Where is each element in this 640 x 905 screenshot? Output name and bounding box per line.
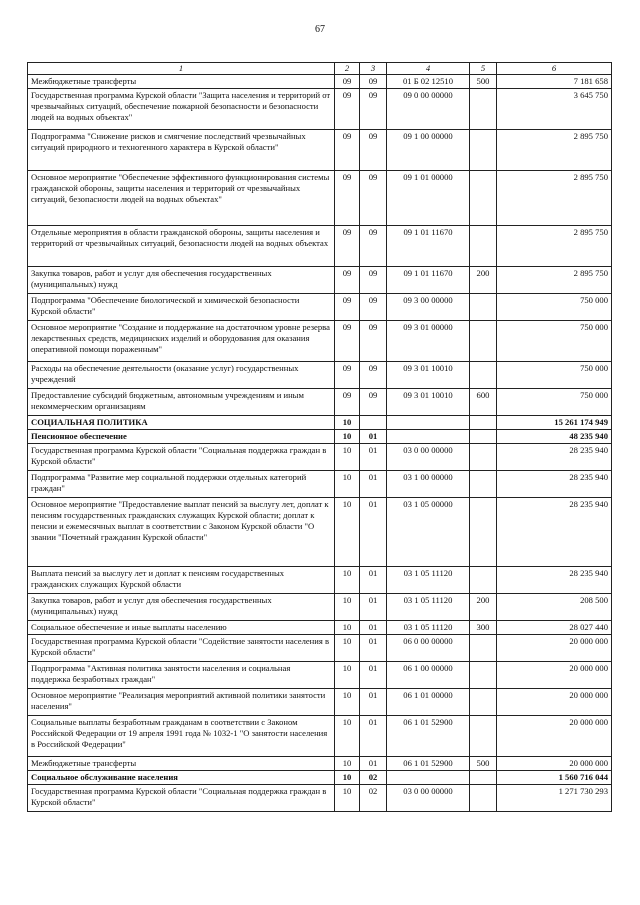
row-subsection-code: 01 — [360, 621, 387, 635]
row-amount: 28 027 440 — [497, 621, 612, 635]
row-expense-type-code — [470, 444, 497, 471]
row-target-article-code: 03 1 05 11120 — [387, 594, 470, 621]
row-target-article-code: 09 1 00 00000 — [387, 130, 470, 171]
header-row — [28, 63, 612, 75]
row-subsection-code: 09 — [360, 294, 387, 321]
row-target-article-code: 09 0 00 00000 — [387, 89, 470, 130]
table-row — [28, 321, 612, 362]
row-expense-type-code — [470, 785, 497, 812]
row-name-cell: Выплата пенсий за выслугу лет и доплат к пенсиям государственных гражданских служащих Курской области — [28, 567, 335, 594]
row-section-code: 10 — [335, 757, 360, 771]
table-row — [28, 171, 612, 226]
row-target-article-code: 03 0 00 00000 — [387, 444, 470, 471]
row-subsection-code: 09 — [360, 89, 387, 130]
row-section-code: 09 — [335, 75, 360, 89]
row-section-code: 09 — [335, 267, 360, 294]
row-name-cell: Государственная программа Курской области "Социальная поддержка граждан в Курской области" — [28, 444, 335, 471]
row-name-cell: Основное мероприятие "Обеспечение эффективного функционирования системы гражданской обороны, защиты населения и территорий от чрезвычайных ситуаций, безопасности людей на водных объектах" — [28, 171, 335, 226]
table-row — [28, 757, 612, 771]
table-row — [28, 130, 612, 171]
row-target-article-code: 09 1 01 11670 — [387, 267, 470, 294]
row-subsection-code: 02 — [360, 785, 387, 812]
row-amount: 20 000 000 — [497, 757, 612, 771]
row-section-code: 09 — [335, 226, 360, 267]
row-subsection-code: 09 — [360, 267, 387, 294]
row-expense-type-code: 600 — [470, 389, 497, 416]
row-expense-type-code — [470, 689, 497, 716]
row-amount: 750 000 — [497, 389, 612, 416]
table-row — [28, 362, 612, 389]
row-name-cell: Социальное обеспечение и иные выплаты населению — [28, 621, 335, 635]
row-amount: 750 000 — [497, 294, 612, 321]
table-row — [28, 89, 612, 130]
table-row — [28, 444, 612, 471]
row-amount: 20 000 000 — [497, 662, 612, 689]
row-name-cell: Государственная программа Курской области "Социальная поддержка граждан в Курской области" — [28, 785, 335, 812]
row-section-code: 10 — [335, 771, 360, 785]
row-subsection-code: 01 — [360, 430, 387, 444]
row-amount: 28 235 940 — [497, 444, 612, 471]
row-target-article-code: 06 1 00 00000 — [387, 662, 470, 689]
row-expense-type-code: 500 — [470, 75, 497, 89]
row-expense-type-code — [470, 89, 497, 130]
row-amount: 20 000 000 — [497, 716, 612, 757]
page-number: 67 — [315, 24, 325, 35]
row-target-article-code: 03 1 05 00000 — [387, 498, 470, 567]
row-amount: 750 000 — [497, 321, 612, 362]
table-row — [28, 416, 612, 430]
header-col-1: 1 — [28, 63, 335, 75]
row-target-article-code: 03 0 00 00000 — [387, 785, 470, 812]
row-section-code: 10 — [335, 689, 360, 716]
row-amount: 2 895 750 — [497, 130, 612, 171]
row-target-article-code: 06 1 01 52900 — [387, 757, 470, 771]
row-target-article-code: 01 Б 02 12510 — [387, 75, 470, 89]
row-amount: 28 235 940 — [497, 567, 612, 594]
row-amount: 7 181 658 — [497, 75, 612, 89]
table-row — [28, 498, 612, 567]
row-subsection-code: 01 — [360, 594, 387, 621]
row-name-cell: Подпрограмма "Развитие мер социальной поддержки отдельных категорий граждан" — [28, 471, 335, 498]
row-name-cell: Основное мероприятие "Создание и поддержание на достаточном уровне резерва лекарственных средств, медицинских изделий и оборудования для оказания оперативной помощи пораженным" — [28, 321, 335, 362]
row-section-code: 10 — [335, 635, 360, 662]
row-section-code: 09 — [335, 171, 360, 226]
row-amount: 2 895 750 — [497, 226, 612, 267]
row-amount: 2 895 750 — [497, 171, 612, 226]
row-target-article-code: 06 0 00 00000 — [387, 635, 470, 662]
header-col-2: 2 — [335, 63, 360, 75]
row-name-cell: Социальное обслуживание населения — [28, 771, 335, 785]
row-subsection-code: 01 — [360, 498, 387, 567]
row-amount: 3 645 750 — [497, 89, 612, 130]
table-row — [28, 430, 612, 444]
row-section-code: 09 — [335, 89, 360, 130]
row-section-code: 09 — [335, 294, 360, 321]
row-amount: 15 261 174 949 — [497, 416, 612, 430]
row-expense-type-code — [470, 471, 497, 498]
header-col-4: 4 — [387, 63, 470, 75]
header-col-6: 6 — [497, 63, 612, 75]
row-name-cell: Отдельные мероприятия в области гражданской обороны, защиты населения и территорий от чрезвычайных ситуаций, безопасности людей на водных объектах — [28, 226, 335, 267]
row-subsection-code: 09 — [360, 130, 387, 171]
row-section-code: 09 — [335, 362, 360, 389]
row-section-code: 10 — [335, 621, 360, 635]
table-row — [28, 621, 612, 635]
header-col-5: 5 — [470, 63, 497, 75]
table-row — [28, 771, 612, 785]
row-name-cell: Подпрограмма "Снижение рисков и смягчение последствий чрезвычайных ситуаций природного и техногенного характера в Курской области" — [28, 130, 335, 171]
row-subsection-code: 09 — [360, 226, 387, 267]
table-row — [28, 662, 612, 689]
row-target-article-code: 09 3 00 00000 — [387, 294, 470, 321]
row-expense-type-code: 300 — [470, 621, 497, 635]
row-target-article-code: 06 1 01 00000 — [387, 689, 470, 716]
row-name-cell: Подпрограмма "Обеспечение биологической и химической безопасности Курской области" — [28, 294, 335, 321]
row-name-cell: Подпрограмма "Активная политика занятости населения и социальная поддержка безработных граждан" — [28, 662, 335, 689]
row-amount: 20 000 000 — [497, 689, 612, 716]
row-section-code: 10 — [335, 416, 360, 430]
row-name-cell: Государственная программа Курской области "Защита населения и территорий от чрезвычайных ситуаций, обеспечение пожарной безопасности и безопасности людей на водных объектах" — [28, 89, 335, 130]
row-amount: 28 235 940 — [497, 498, 612, 567]
table-row — [28, 594, 612, 621]
row-name-cell: Межбюджетные трансферты — [28, 75, 335, 89]
row-expense-type-code — [470, 171, 497, 226]
row-subsection-code: 01 — [360, 689, 387, 716]
row-section-code: 10 — [335, 594, 360, 621]
row-target-article-code: 06 1 01 52900 — [387, 716, 470, 757]
row-expense-type-code — [470, 321, 497, 362]
row-section-code: 10 — [335, 567, 360, 594]
table-row — [28, 389, 612, 416]
row-expense-type-code — [470, 430, 497, 444]
row-amount: 1 560 716 044 — [497, 771, 612, 785]
row-name-cell: Основное мероприятие "Реализация мероприятий активной политики занятости населения" — [28, 689, 335, 716]
row-target-article-code: 09 3 01 00000 — [387, 321, 470, 362]
row-section-code: 10 — [335, 444, 360, 471]
table-row — [28, 785, 612, 812]
row-amount: 20 000 000 — [497, 635, 612, 662]
row-name-cell: Пенсионное обеспечение — [28, 430, 335, 444]
row-expense-type-code — [470, 498, 497, 567]
row-name-cell: Предоставление субсидий бюджетным, автономным учреждениям и иным некоммерческим организациям — [28, 389, 335, 416]
row-section-code: 09 — [335, 321, 360, 362]
row-target-article-code: 03 1 00 00000 — [387, 471, 470, 498]
budget-table — [27, 62, 612, 812]
row-target-article-code: 09 3 01 10010 — [387, 362, 470, 389]
row-subsection-code: 09 — [360, 75, 387, 89]
row-name-cell: СОЦИАЛЬНАЯ ПОЛИТИКА — [28, 416, 335, 430]
row-subsection-code: 09 — [360, 321, 387, 362]
row-expense-type-code — [470, 567, 497, 594]
row-section-code: 09 — [335, 389, 360, 416]
row-name-cell: Основное мероприятие "Предоставление выплат пенсий за выслугу лет, доплат к пенсиям государственных гражданских служащих Курской области; доплат к пенсии и ежемесячных выплат в соответствии с Законом Курской области "О звании "Почетный гражданин Курской области" — [28, 498, 335, 567]
row-expense-type-code — [470, 716, 497, 757]
row-subsection-code: 09 — [360, 389, 387, 416]
row-amount: 28 235 940 — [497, 471, 612, 498]
table-row — [28, 75, 612, 89]
row-amount: 1 271 730 293 — [497, 785, 612, 812]
row-subsection-code: 09 — [360, 171, 387, 226]
row-expense-type-code: 500 — [470, 757, 497, 771]
row-name-cell: Межбюджетные трансферты — [28, 757, 335, 771]
row-subsection-code: 01 — [360, 662, 387, 689]
table-row — [28, 471, 612, 498]
row-subsection-code: 09 — [360, 362, 387, 389]
table-row — [28, 294, 612, 321]
row-subsection-code: 01 — [360, 567, 387, 594]
table-row — [28, 267, 612, 294]
row-name-cell: Государственная программа Курской области "Содействие занятости населения в Курской области" — [28, 635, 335, 662]
row-target-article-code: 09 3 01 10010 — [387, 389, 470, 416]
row-target-article-code — [387, 771, 470, 785]
table-row — [28, 226, 612, 267]
row-subsection-code: 01 — [360, 444, 387, 471]
row-section-code: 10 — [335, 471, 360, 498]
table-row — [28, 567, 612, 594]
row-target-article-code: 09 1 01 00000 — [387, 171, 470, 226]
row-expense-type-code — [470, 226, 497, 267]
row-name-cell: Закупка товаров, работ и услуг для обеспечения государственных (муниципальных) нужд — [28, 594, 335, 621]
row-subsection-code: 01 — [360, 757, 387, 771]
table-row — [28, 635, 612, 662]
row-subsection-code: 01 — [360, 471, 387, 498]
row-section-code: 10 — [335, 430, 360, 444]
row-section-code: 10 — [335, 716, 360, 757]
row-section-code: 10 — [335, 662, 360, 689]
row-target-article-code: 03 1 05 11120 — [387, 621, 470, 635]
row-expense-type-code: 200 — [470, 267, 497, 294]
row-target-article-code: 03 1 05 11120 — [387, 567, 470, 594]
row-name-cell: Расходы на обеспечение деятельности (оказание услуг) государственных учреждений — [28, 362, 335, 389]
row-expense-type-code — [470, 771, 497, 785]
row-target-article-code — [387, 430, 470, 444]
row-section-code: 10 — [335, 785, 360, 812]
row-target-article-code: 09 1 01 11670 — [387, 226, 470, 267]
row-amount: 208 500 — [497, 594, 612, 621]
row-expense-type-code — [470, 635, 497, 662]
row-subsection-code — [360, 416, 387, 430]
row-name-cell: Социальные выплаты безработным гражданам в соответствии с Законом Российской Федерации от 19 апреля 1991 года № 1032-1 "О занятости населения в Российской Федерации" — [28, 716, 335, 757]
row-expense-type-code — [470, 130, 497, 171]
row-subsection-code: 02 — [360, 771, 387, 785]
row-amount: 2 895 750 — [497, 267, 612, 294]
row-section-code: 09 — [335, 130, 360, 171]
row-expense-type-code — [470, 362, 497, 389]
row-amount: 750 000 — [497, 362, 612, 389]
row-expense-type-code — [470, 294, 497, 321]
row-subsection-code: 01 — [360, 716, 387, 757]
row-subsection-code: 01 — [360, 635, 387, 662]
header-col-3: 3 — [360, 63, 387, 75]
row-section-code: 10 — [335, 498, 360, 567]
row-expense-type-code — [470, 416, 497, 430]
row-expense-type-code — [470, 662, 497, 689]
row-name-cell: Закупка товаров, работ и услуг для обеспечения государственных (муниципальных) нужд — [28, 267, 335, 294]
table-row — [28, 716, 612, 757]
row-target-article-code — [387, 416, 470, 430]
row-expense-type-code: 200 — [470, 594, 497, 621]
table-row — [28, 689, 612, 716]
row-amount: 48 235 940 — [497, 430, 612, 444]
